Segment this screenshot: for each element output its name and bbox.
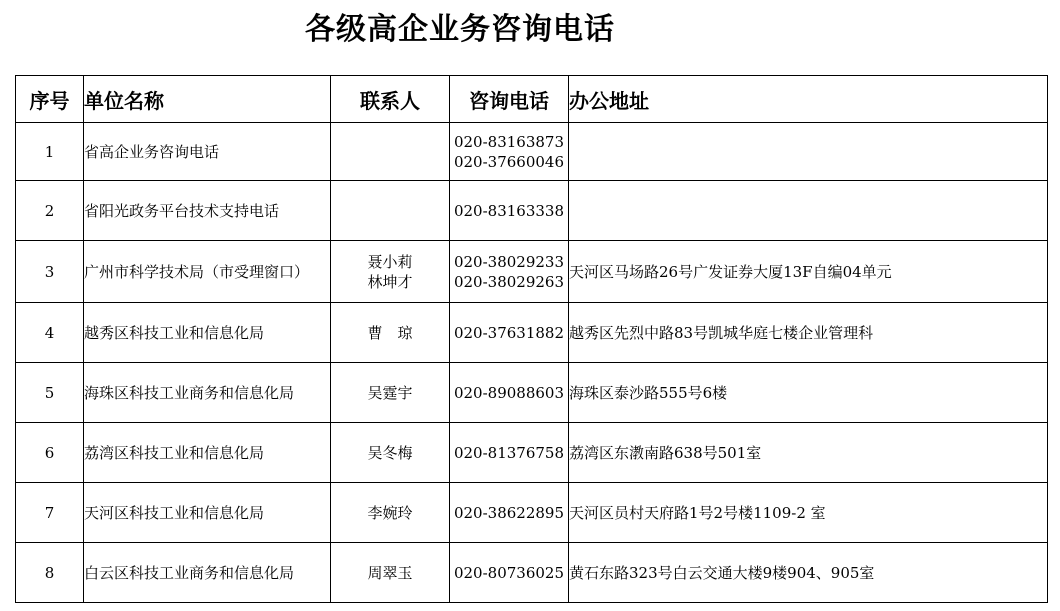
phone-line: 020-38622895 <box>453 503 565 522</box>
row-address: 天河区马场路26号广发证券大厦13F自编04单元 <box>569 241 1048 303</box>
table-row <box>16 181 1048 241</box>
row-contact <box>331 123 450 181</box>
row-phone <box>450 123 569 181</box>
table-row <box>16 543 1048 603</box>
row-unit-name: 越秀区科技工业和信息化局 <box>84 303 331 363</box>
table-row <box>16 241 1048 303</box>
phone-line: 020-89088603 <box>453 383 565 402</box>
contact-line: 聂小莉 <box>367 252 413 271</box>
contact-line: 曹 琼 <box>367 323 413 342</box>
contact-line: 林坤才 <box>367 272 413 291</box>
row-contact <box>331 303 450 363</box>
row-no: 4 <box>16 303 84 363</box>
row-address: 黄石东路323号白云交通大楼9楼904、905室 <box>569 543 1048 603</box>
row-unit-name: 省高企业务咨询电话 <box>84 123 331 181</box>
header-phone: 咨询电话 <box>450 76 569 123</box>
row-no: 2 <box>16 181 84 241</box>
contact-line: 吴冬梅 <box>367 443 413 462</box>
row-phone <box>450 423 569 483</box>
row-address: 荔湾区东漖南路638号501室 <box>569 423 1048 483</box>
row-no: 8 <box>16 543 84 603</box>
row-no: 7 <box>16 483 84 543</box>
phone-line: 020-83163338 <box>453 201 565 220</box>
row-unit-name: 白云区科技工业商务和信息化局 <box>84 543 331 603</box>
row-contact <box>331 423 450 483</box>
row-contact <box>331 241 450 303</box>
phone-line: 020-80736025 <box>453 563 565 582</box>
row-no: 5 <box>16 363 84 423</box>
phone-line: 020-38029233 <box>453 252 565 271</box>
row-unit-name: 省阳光政务平台技术支持电话 <box>84 181 331 241</box>
table-row <box>16 483 1048 543</box>
row-unit-name: 海珠区科技工业商务和信息化局 <box>84 363 331 423</box>
row-contact <box>331 181 450 241</box>
header-contact: 联系人 <box>331 76 450 123</box>
row-address: 天河区员村天府路1号2号楼1109-2 室 <box>569 483 1048 543</box>
phone-line: 020-38029263 <box>453 272 565 291</box>
row-phone <box>450 543 569 603</box>
header-unit-name: 单位名称 <box>84 76 331 123</box>
phone-line: 020-37660046 <box>453 152 565 171</box>
row-no: 6 <box>16 423 84 483</box>
contact-line: 周翠玉 <box>367 563 413 582</box>
row-address <box>569 181 1048 241</box>
header-address: 办公地址 <box>569 76 1048 123</box>
row-contact <box>331 543 450 603</box>
table-row <box>16 123 1048 181</box>
header-no: 序号 <box>16 76 84 123</box>
table-row <box>16 363 1048 423</box>
row-address: 海珠区泰沙路555号6楼 <box>569 363 1048 423</box>
row-phone <box>450 363 569 423</box>
phone-line: 020-83163873 <box>453 132 565 151</box>
row-address: 越秀区先烈中路83号凯城华庭七楼企业管理科 <box>569 303 1048 363</box>
table-header-row <box>16 76 1048 123</box>
row-contact <box>331 363 450 423</box>
row-phone <box>450 181 569 241</box>
phone-line: 020-81376758 <box>453 443 565 462</box>
row-phone <box>450 241 569 303</box>
row-no: 1 <box>16 123 84 181</box>
contact-table <box>15 75 1048 603</box>
row-contact <box>331 483 450 543</box>
row-phone <box>450 303 569 363</box>
contact-line: 吴霆宇 <box>367 383 413 402</box>
row-no: 3 <box>16 241 84 303</box>
page-title: 各级高企业务咨询电话 <box>305 12 615 47</box>
table-row <box>16 303 1048 363</box>
phone-line: 020-37631882 <box>453 323 565 342</box>
table-row <box>16 423 1048 483</box>
row-unit-name: 天河区科技工业和信息化局 <box>84 483 331 543</box>
row-address <box>569 123 1048 181</box>
row-unit-name: 荔湾区科技工业和信息化局 <box>84 423 331 483</box>
contact-line: 李婉玲 <box>367 503 413 522</box>
row-phone <box>450 483 569 543</box>
row-unit-name: 广州市科学技术局（市受理窗口） <box>84 241 331 303</box>
